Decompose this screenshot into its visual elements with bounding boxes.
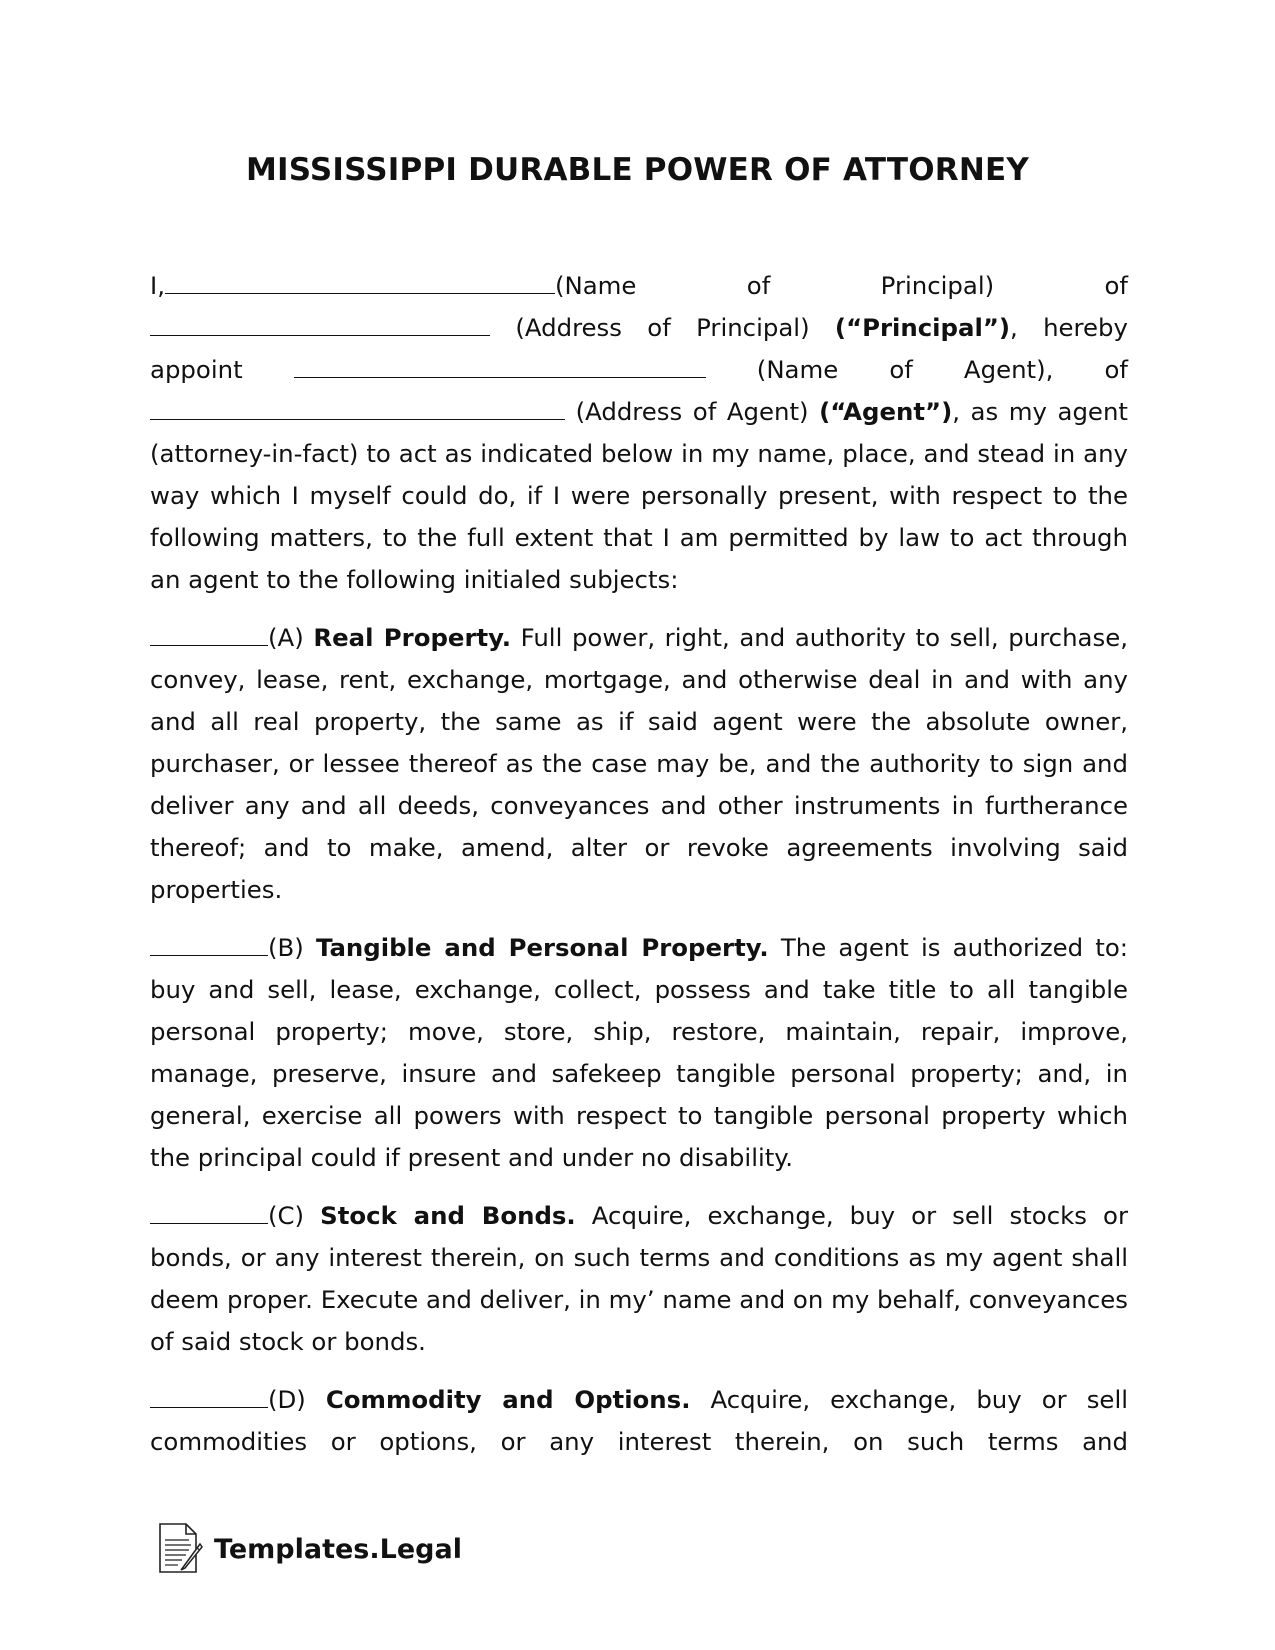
brand-name: Templates.Legal <box>214 1533 462 1565</box>
initial-blank-c[interactable] <box>150 1197 268 1224</box>
intro-name-of-principal: (Name of Principal) of <box>554 271 1128 300</box>
intro-paragraph <box>150 265 1128 601</box>
section-a-letter: (A) <box>268 623 304 652</box>
document-body <box>150 265 1128 1479</box>
intro-appoint: appoint <box>150 355 243 384</box>
initial-blank-b[interactable] <box>150 929 268 956</box>
section-b-letter: (B) <box>268 933 304 962</box>
section-c <box>150 1195 1128 1363</box>
section-d-heading: Commodity and Options. <box>325 1385 691 1414</box>
section-d-text: Acquire, exchange, buy or sell commodities or options, or any interest therein, on such terms and <box>150 1385 1128 1456</box>
intro-address-of-principal: (Address of Principal) <box>515 313 810 342</box>
section-c-letter: (C) <box>268 1201 305 1230</box>
section-a-text: Full power, right, and authority to sell, purchase, convey, lease, rent, exchange, mortgage, and otherwise deal in and with any and all real property, the same as if said agent were the absolute owner, purchaser, or lessee thereof as the case may be, and the authority to sign and deliver any and all deeds, conveyances and other instruments in furtherance thereof; and to make, amend, alter or revoke agreements involving said properties. <box>150 623 1128 904</box>
principal-name-blank[interactable] <box>165 267 555 294</box>
document-pen-icon <box>156 1522 204 1576</box>
section-b <box>150 927 1128 1179</box>
section-c-heading: Stock and Bonds. <box>320 1201 576 1230</box>
section-a-heading: Real Property. <box>313 623 512 652</box>
section-c-text: Acquire, exchange, buy or sell stocks or bonds, or any interest therein, on such terms and conditions as my agent shall deem proper. Execute and deliver, in my’ name and on my behalf, conveyances of said stock or bonds. <box>150 1201 1128 1356</box>
intro-hereby: , hereby <box>1010 313 1128 342</box>
principal-term: (“Principal”) <box>834 313 1011 342</box>
principal-address-blank[interactable] <box>150 309 490 336</box>
intro-address-of-agent: (Address of Agent) <box>575 397 809 426</box>
agent-term: (“Agent”) <box>819 397 953 426</box>
intro-continuation: , as my agent (attorney-in-fact) to act as indicated below in my name, place, and stead in any way which I myself could do, if I were personally present, with respect to the following matters, to the full extent that I am permitted by law to act through an agent to the following initialed subjects: <box>150 397 1128 594</box>
section-d-letter: (D) <box>268 1385 306 1414</box>
section-b-heading: Tangible and Personal Property. <box>315 933 769 962</box>
agent-address-blank[interactable] <box>150 393 565 420</box>
intro-name-of-agent: (Name of Agent), of <box>756 355 1128 384</box>
intro-i: I, <box>150 271 165 300</box>
initial-blank-d[interactable] <box>150 1381 268 1408</box>
initial-blank-a[interactable] <box>150 619 268 646</box>
document-title: MISSISSIPPI DURABLE POWER OF ATTORNEY <box>245 152 1030 188</box>
footer <box>156 1522 462 1576</box>
agent-name-blank[interactable] <box>294 351 706 378</box>
section-a <box>150 617 1128 911</box>
section-d <box>150 1379 1128 1463</box>
section-b-text: The agent is authorized to: buy and sell, lease, exchange, collect, possess and take title to all tangible personal property; move, store, ship, restore, maintain, repair, improve, manage, preserve, insure and safekeep tangible personal property; and, in general, exercise all powers with respect to tangible personal property which the principal could if present and under no disability. <box>150 933 1129 1172</box>
